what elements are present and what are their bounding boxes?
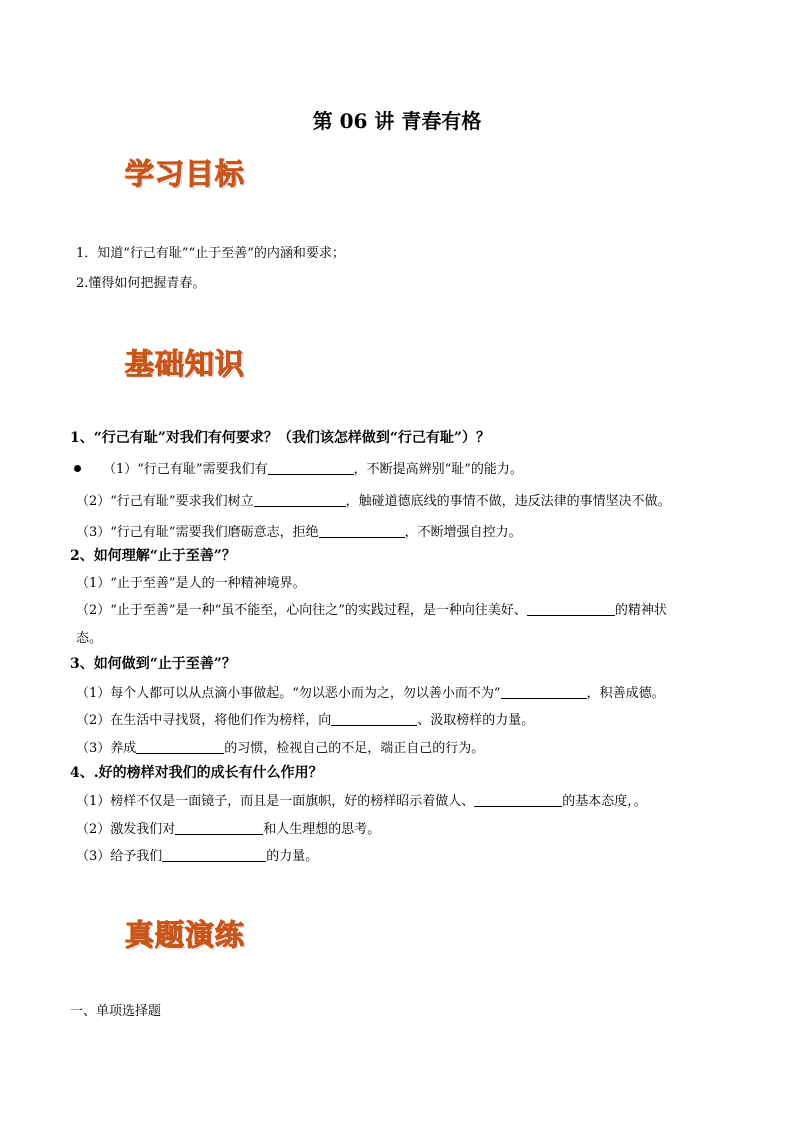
q2-line-2: （2）“止于至善”是一种“虽不能至，心向往之”的实践过程，是一种向往美好、 的精神状 bbox=[76, 603, 667, 618]
q4-line-1: （1）榜样不仅是一面镜子，而且是一面旗帜，好的榜样昭示着做人、 的基本态度，。 bbox=[76, 794, 647, 809]
q3-line-1: （1）每个人都可以从点滴小事做起。“勿以恶小而为之，勿以善小而不为” ，积善成德。 bbox=[76, 686, 665, 701]
q3-line-2: （2）在生活中寻找贤，将他们作为榜样，向 、汲取榜样的力量。 bbox=[76, 713, 535, 728]
goal-item-2: 2.懂得如何把握青春。 bbox=[76, 276, 206, 291]
q1-line-2: （2）“行己有耻”要求我们树立 ，触碰道德底线的事情不做，违反法律的事情坚决不做。 bbox=[76, 494, 671, 509]
q2-line-3: 态。 bbox=[76, 631, 103, 646]
fill-blank[interactable] bbox=[319, 525, 405, 538]
bullet-icon bbox=[74, 465, 81, 472]
q1-heading: 1、“行己有耻”对我们有何要求？（我们该怎样做到“行己有耻”）？ bbox=[70, 430, 490, 446]
fill-blank[interactable] bbox=[162, 849, 266, 862]
page-title: 第 06 讲 青春有格 bbox=[312, 109, 482, 133]
fill-blank[interactable] bbox=[254, 494, 346, 507]
section-title-basics: 基础知识 bbox=[125, 347, 246, 381]
fill-blank[interactable] bbox=[331, 713, 417, 726]
fill-blank[interactable] bbox=[268, 462, 354, 475]
fill-blank[interactable] bbox=[474, 794, 562, 807]
q3-line-3: （3）养成 的习惯，检视自己的不足，端正自己的行为。 bbox=[76, 741, 485, 756]
q4-heading: 4、.好的榜样对我们的成长有什么作用？ bbox=[70, 765, 323, 781]
section-title-goals: 学习目标 bbox=[125, 157, 246, 191]
q4-line-2: （2）激发我们对 和人生理想的思考。 bbox=[76, 822, 381, 837]
fill-blank[interactable] bbox=[175, 822, 263, 835]
q1-line-1: （1）“行己有耻”需要我们有 ，不断提高辨别“耻”的能力。 bbox=[74, 458, 523, 477]
q4-line-3: （3）给予我们 的力量。 bbox=[76, 849, 319, 864]
q2-line-1: （1）“止于至善”是人的一种精神境界。 bbox=[76, 576, 306, 591]
exercise-heading: 一、单项选择题 bbox=[70, 1004, 162, 1019]
fill-blank[interactable] bbox=[136, 741, 224, 754]
fill-blank[interactable] bbox=[527, 603, 615, 616]
q2-heading: 2、如何理解“止于至善”？ bbox=[70, 548, 236, 564]
q1-line-3: （3）“行己有耻”需要我们磨砺意志，拒绝 ，不断增强自控力。 bbox=[76, 525, 522, 540]
section-title-practice: 真题演练 bbox=[125, 918, 246, 952]
q3-heading: 3、如何做到“止于至善”？ bbox=[70, 656, 236, 672]
fill-blank[interactable] bbox=[501, 686, 587, 699]
goal-item-1: 1．知道“行己有耻”“止于至善”的内涵和要求； bbox=[76, 246, 345, 261]
